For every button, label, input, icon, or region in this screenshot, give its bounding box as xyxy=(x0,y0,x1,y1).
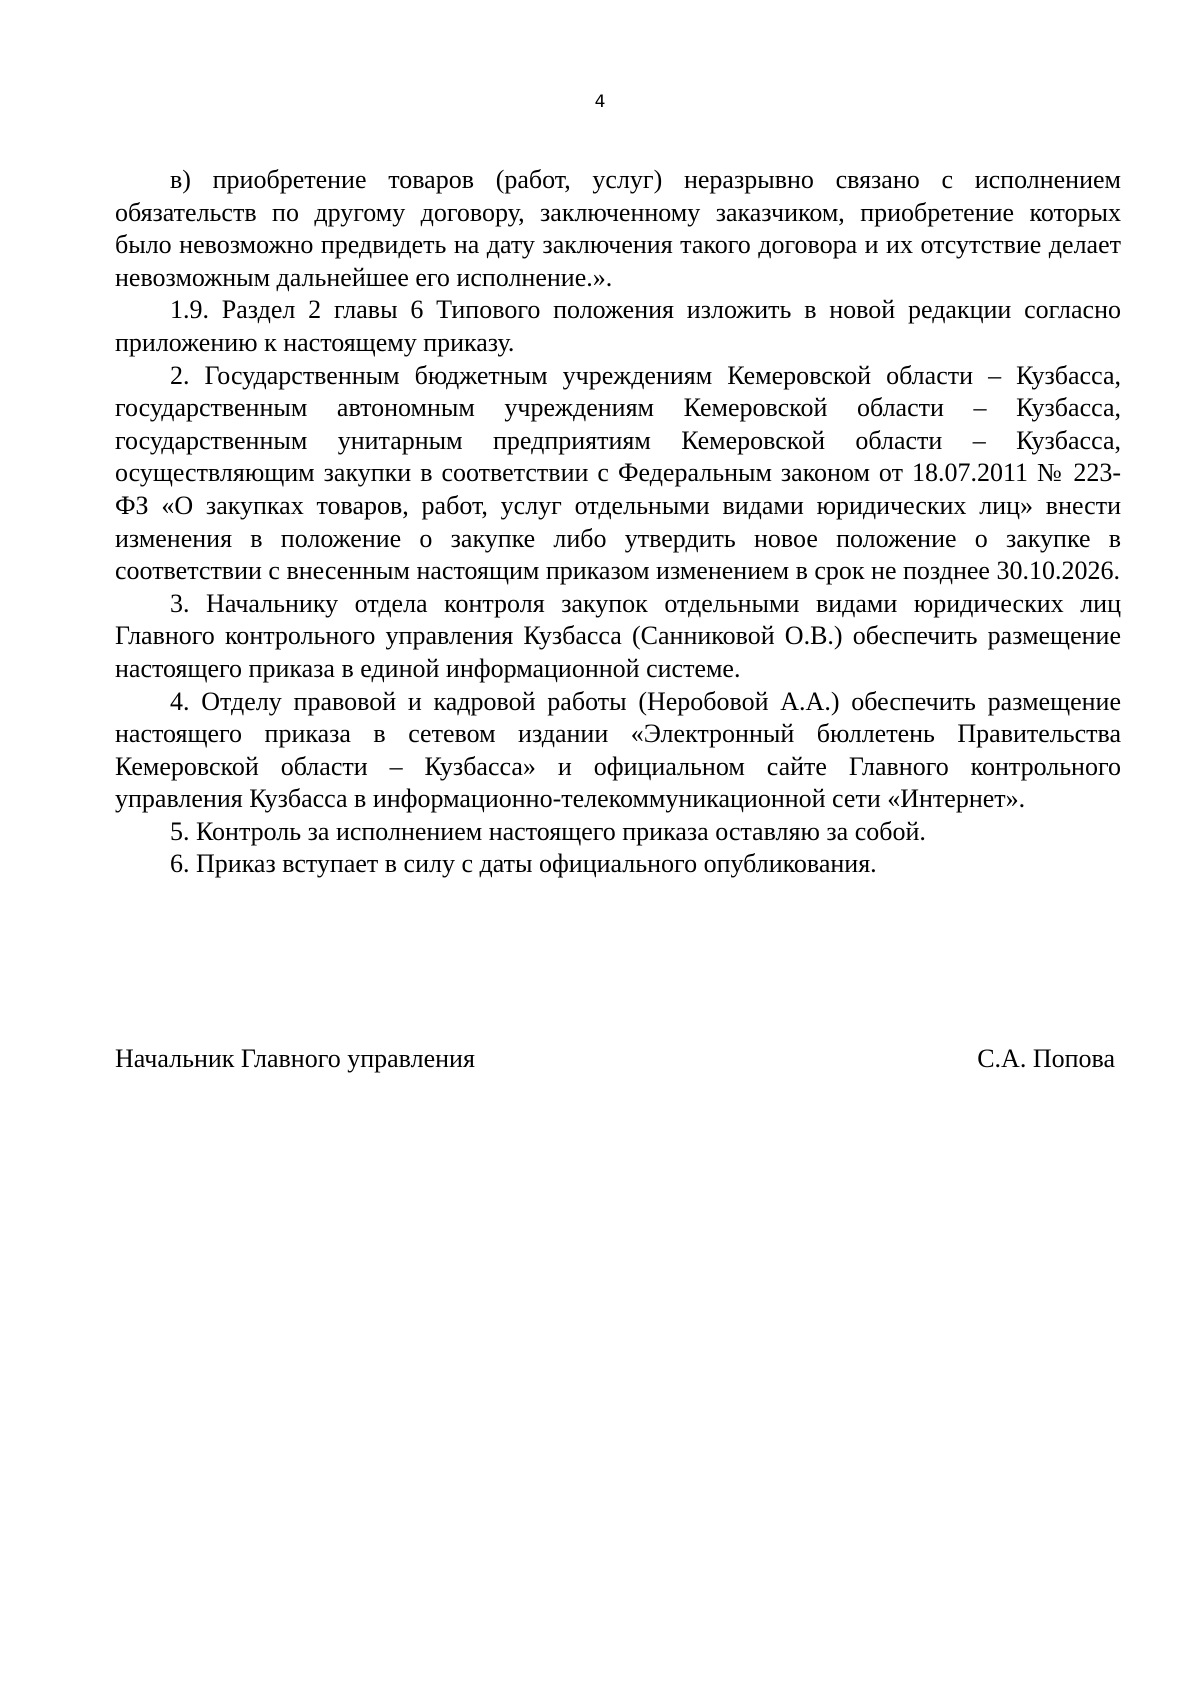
signature-block xyxy=(115,1043,1115,1083)
paragraph-clause-v: в) приобретение товаров (работ, услуг) неразрывно связано с исполнением обязательств по другому договору, заключенному заказчиком, приобретение которых было невозможно предвидеть на дату заключения такого договора и их отсутствие делает невозможным дальнейшее его исполнение.». xyxy=(115,165,1121,292)
signature-title: Начальник Главного управления xyxy=(115,1044,475,1073)
paragraph-5: 5. Контроль за исполнением настоящего приказа оставляю за собой. xyxy=(170,816,926,846)
paragraph-2: 2. Государственным бюджетным учреждениям Кемеровской области – Кузбасса, государственным автономным учреждениям Кемеровской области – Кузбасса, государственным унитарным предприятиям Кемеровской области – Кузбасса, осуществляющим закупки в соответствии с Федеральным законом от 18.07.2011 № 223-ФЗ «О закупках товаров, работ, услуг отдельными видами юридических лиц» внести изменения в положение о закупке либо утвердить новое положение о закупке в соответствии с внесенным настоящим приказом изменением в срок не позднее 30.10.2026. xyxy=(115,360,1121,586)
page-number: 4 xyxy=(594,92,606,112)
signature-name: С.А. Попова xyxy=(977,1044,1115,1073)
paragraph-3: 3. Начальнику отдела контроля закупок отдельными видами юридических лиц Главного контрольного управления Кузбасса (Санниковой О.В.) обеспечить размещение настоящего приказа в единой информационной системе. xyxy=(115,588,1121,683)
paragraph-1-9: 1.9. Раздел 2 главы 6 Типового положения изложить в новой редакции согласно приложению к настоящему приказу. xyxy=(115,295,1121,357)
document-body xyxy=(115,164,1121,881)
paragraph-4: 4. Отделу правовой и кадровой работы (Неробовой А.А.) обеспечить размещение настоящего приказа в сетевом издании «Электронный бюллетень Правительства Кемеровской области – Кузбасса» и официальном сайте Главного контрольного управления Кузбасса в информационно-телекоммуникационной сети «Интернет». xyxy=(115,686,1121,814)
paragraph-6: 6. Приказ вступает в силу с даты официального опубликования. xyxy=(170,849,877,879)
